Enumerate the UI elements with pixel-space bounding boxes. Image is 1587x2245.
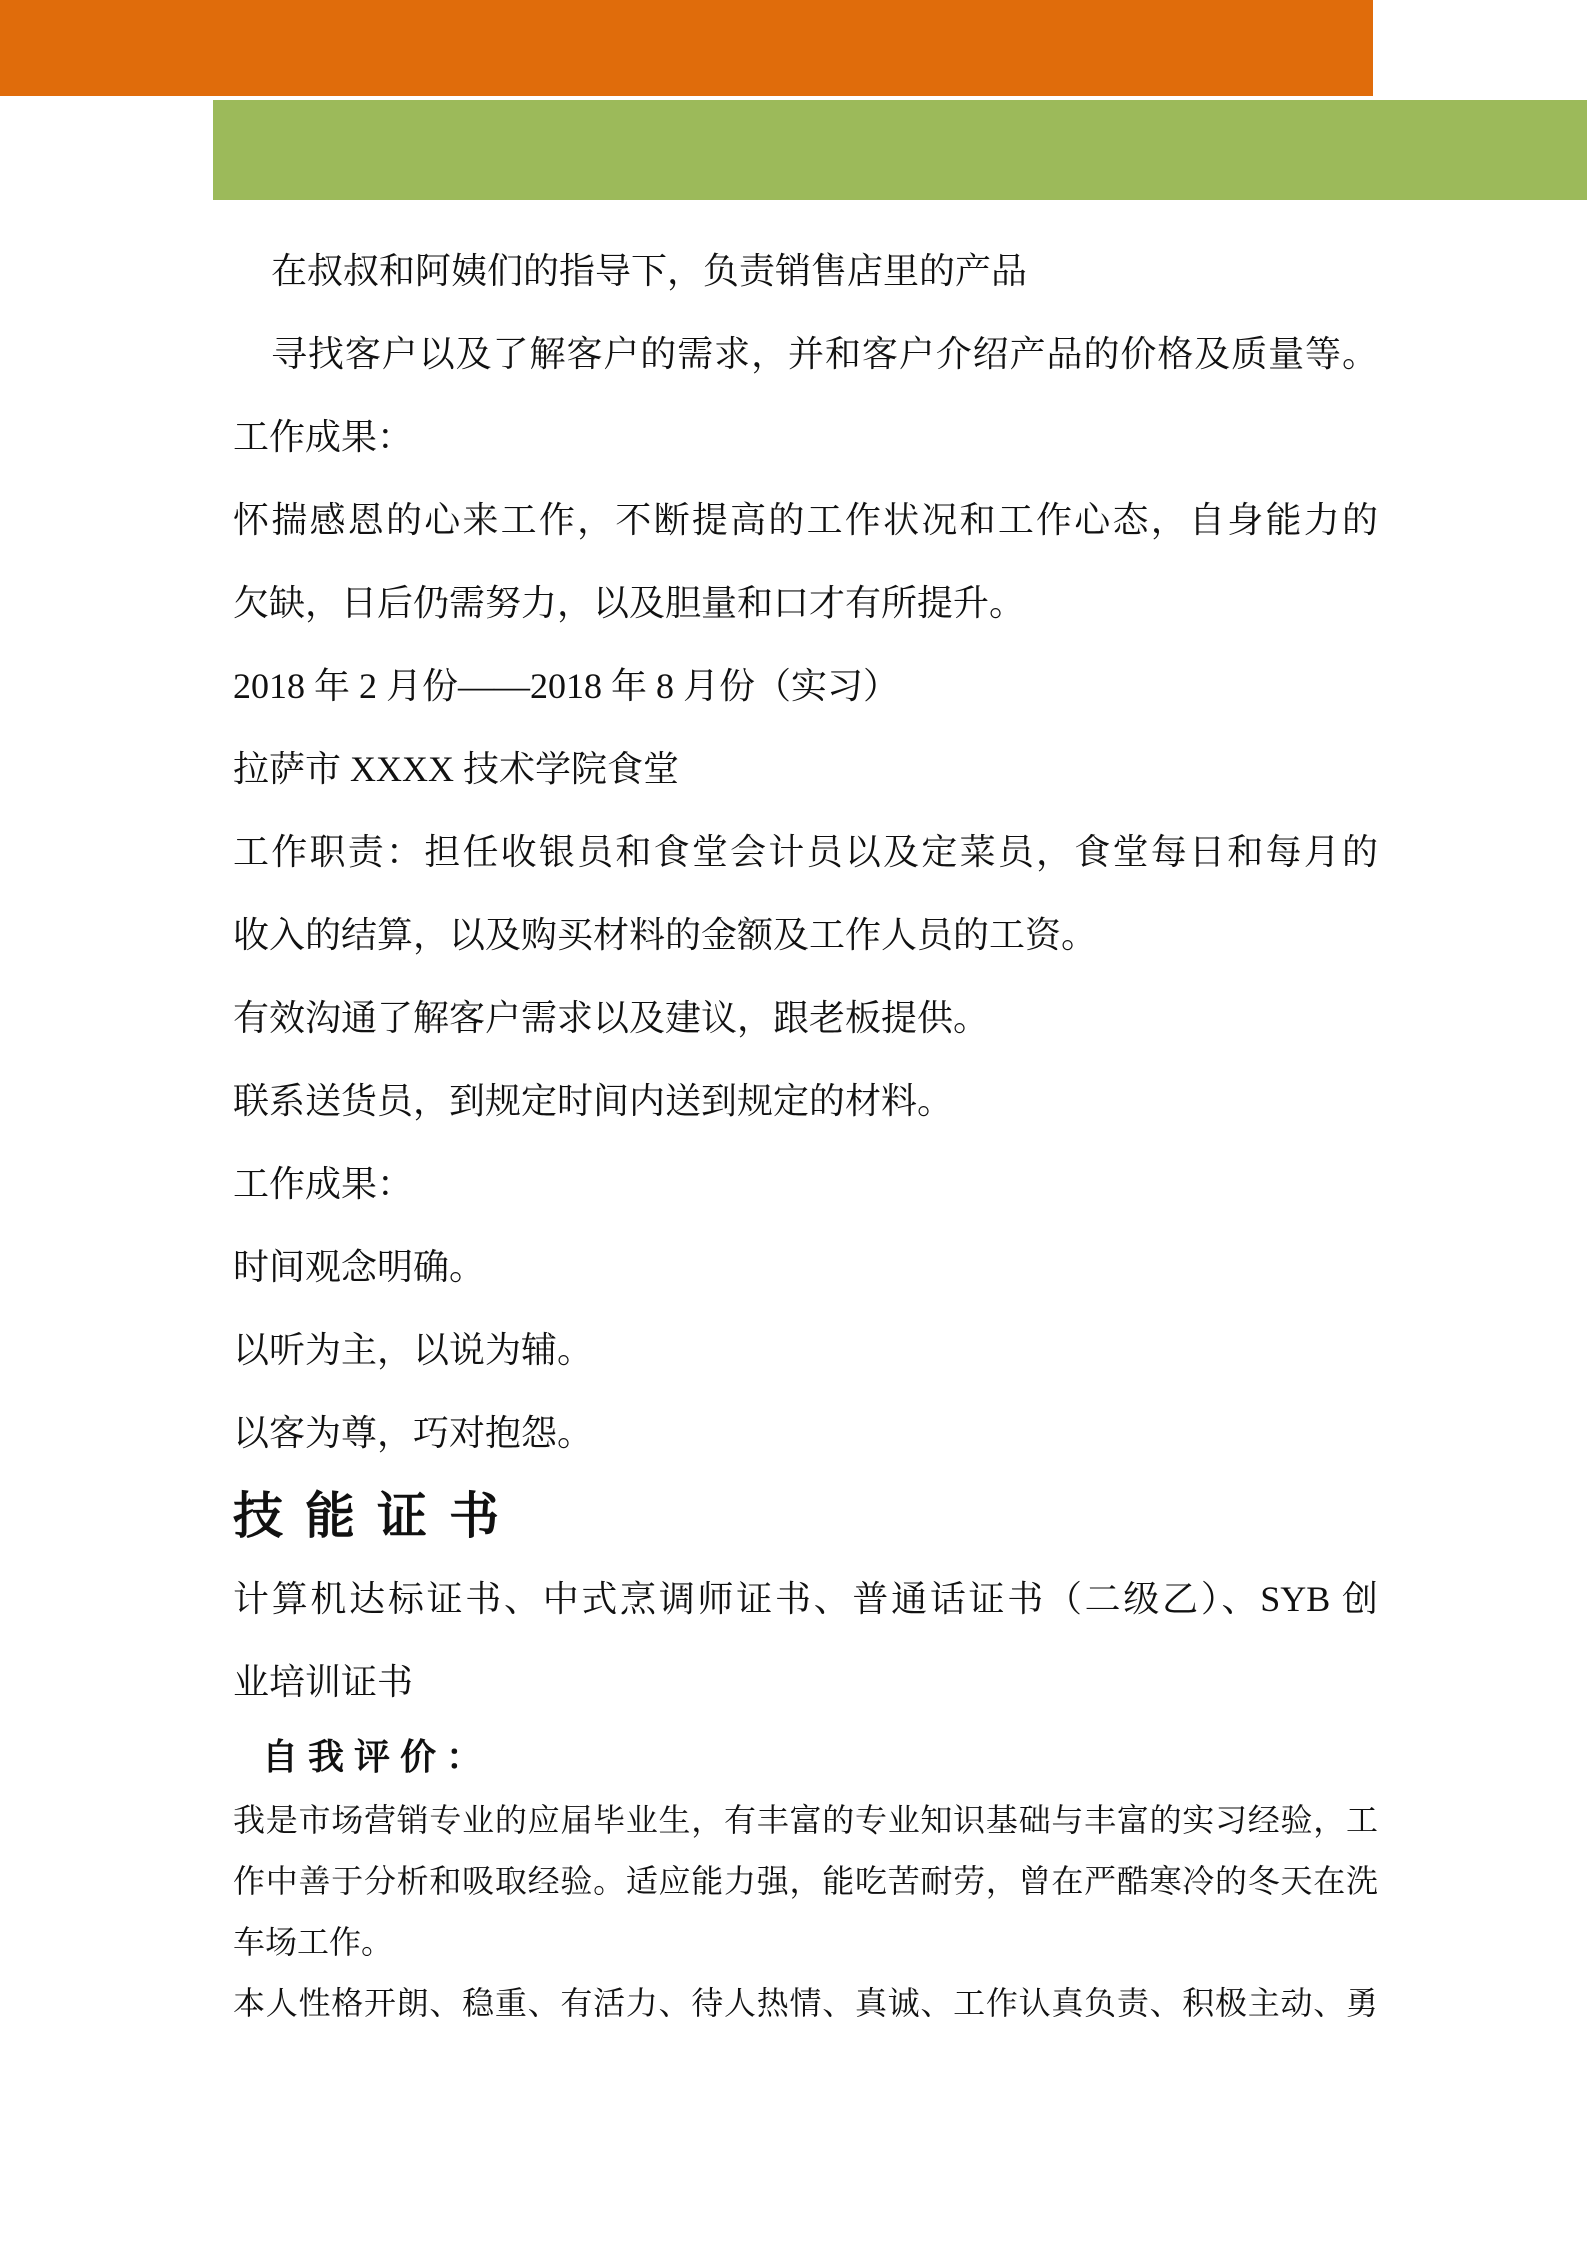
work2-result-line: 以听为主，以说为辅。 — [233, 1330, 594, 1370]
work1-duty-line: 寻找客户以及了解客户的需求，并和客户介绍产品的价格及质量等。 — [271, 334, 1378, 374]
work2-result-label: 工作成果： — [233, 1164, 414, 1204]
self-eval-line: 车场工作。 — [233, 1924, 394, 1960]
work1-duty-line: 在叔叔和阿姨们的指导下，负责销售店里的产品 — [271, 251, 1028, 291]
certificates-line: 业培训证书 — [233, 1662, 414, 1702]
top-orange-accent-bar — [0, 0, 1373, 96]
self-eval-line: 作中善于分析和吸取经验。适应能力强，能吃苦耐劳，曾在严酷寒冷的冬天在洗 — [233, 1863, 1378, 1899]
work2-result-line: 以客为尊，巧对抱怨。 — [233, 1413, 594, 1453]
work2-duty-line: 联系送货员，到规定时间内送到规定的材料。 — [233, 1081, 954, 1121]
work2-result-line: 时间观念明确。 — [233, 1247, 486, 1287]
work2-duty-line: 有效沟通了解客户需求以及建议，跟老板提供。 — [233, 998, 990, 1038]
certificates-line: 计算机达标证书、中式烹调师证书、普通话证书（二级乙）、SYB 创 — [233, 1579, 1378, 1619]
work2-duty-line: 工作职责：担任收银员和食堂会计员以及定菜员，食堂每日和每月的 — [233, 832, 1378, 872]
skills-section-heading: 技能证书 — [233, 1488, 521, 1544]
document-body — [233, 230, 1378, 2034]
work1-result-line: 怀揣感恩的心来工作，不断提高的工作状况和工作心态，自身能力的 — [233, 500, 1378, 540]
work1-result-label: 工作成果： — [233, 417, 414, 457]
work2-period-line: 2018 年 2 月份——2018 年 8 月份（实习） — [233, 666, 900, 706]
work2-employer-line: 拉萨市 XXXX 技术学院食堂 — [233, 749, 679, 789]
self-eval-line: 本人性格开朗、稳重、有活力、待人热情、真诚、工作认真负责、积极主动、勇 — [233, 1985, 1378, 2021]
self-eval-label: 自我评价： — [262, 1737, 493, 1777]
header-green-accent-bar — [213, 100, 1587, 200]
work2-duty-line: 收入的结算，以及购买材料的金额及工作人员的工资。 — [233, 915, 1098, 955]
self-eval-line: 我是市场营销专业的应届毕业生，有丰富的专业知识基础与丰富的实习经验，工 — [233, 1802, 1378, 1838]
work1-result-line: 欠缺，日后仍需努力，以及胆量和口才有所提升。 — [233, 583, 1026, 623]
